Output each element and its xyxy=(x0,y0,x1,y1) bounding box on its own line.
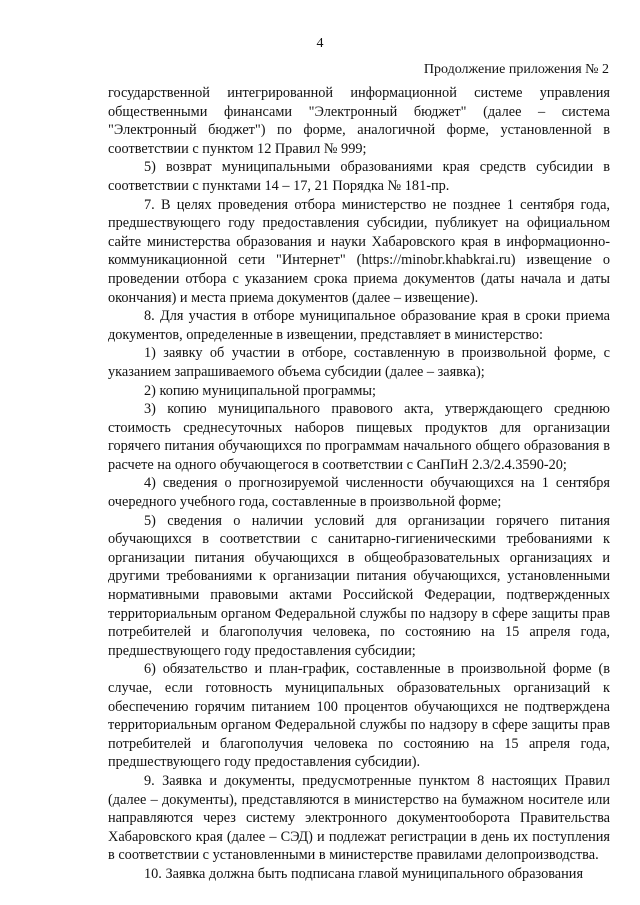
paragraph-continuation: государственной интегрированной информационной системе управления общественными финансами "Электронный бюджет" (далее – система "Электронный бюджет") по форме, аналогичной форме, установленной в соответствии с пунктом 12 Правил № 999; xyxy=(108,85,610,157)
appendix-continuation-note: Продолжение приложения № 2 xyxy=(423,62,609,77)
page-number: 4 xyxy=(316,36,324,51)
paragraph-8-item-2-program-copy: 2) копию муниципальной программы; xyxy=(144,382,376,399)
paragraph-8-item-5-conditions: 5) сведения о наличии условий для организации горячего питания обучающихся в соответствии с санитарно-гигиеническими требованиями к организации питания обучающихся в общеобразовательных организациях и другими требованиями к организации питания обучающихся, установленными нормативными правовыми актами Российской Федерации, подтвержденных территориальным органом Федеральной службы по надзору в сфере защиты прав потребителей и благополучия человека, по состоянию на 15 апреля года, предшествующего году предоставления субсидии; xyxy=(108,512,610,659)
paragraph-8-item-3-legal-act-copy: 3) копию муниципального правового акта, утверждающего среднюю стоимость среднесуточных наборов пищевых продуктов для организации горячего питания обучающихся по программам начального общего образования в расчете на одного обучающегося в соответствии с СанПиН 2.3/2.4.3590-20; xyxy=(108,401,610,473)
paragraph-10-signature: 10. Заявка должна быть подписана главой муниципального образования xyxy=(144,865,584,882)
paragraph-7-selection-notice: 7. В целях проведения отбора министерство не позднее 1 сентября года, предшествующего году предоставления субсидии, публикует на официальном сайте министерства образования и науки Хабаровского края в информационно-коммуникационной сети "Интернет" (https://minobr.khabkrai.ru) извещение о проведении отбора с указанием срока приема документов (даты начала и даты окончания) и места приема документов (далее – извещение). xyxy=(108,196,610,306)
paragraph-9-submission: 9. Заявка и документы, предусмотренные пунктом 8 настоящих Правил (далее – документы), представляются в министерство на бумажном носителе или направляются через систему электронного документооборота Правительства Хабаровского края (далее – СЭД) и подлежат регистрации в день их поступления в соответствии с установленными в министерстве правилами делопроизводства. xyxy=(108,772,610,864)
paragraph-item-5-refund: 5) возврат муниципальными образованиями края средств субсидии в соответствии с пунктами 14 – 17, 21 Порядка № 181-пр. xyxy=(108,159,610,194)
document-body xyxy=(108,84,610,884)
paragraph-8-participation: 8. Для участия в отборе муниципальное образование края в сроки приема документов, определенные в извещении, представляет в министерство: xyxy=(108,308,610,343)
paragraph-8-item-1-application: 1) заявку об участии в отборе, составленную в произвольной форме, с указанием запрашиваемого объема субсидии (далее – заявка); xyxy=(108,345,610,380)
paragraph-8-item-6-obligation: 6) обязательство и план-график, составленные в произвольной форме (в случае, если готовность муниципальных образовательных организаций к обеспечению горячим питанием 100 процентов обучающихся не подтверждена территориальным органом Федеральной службы по надзору в сфере защиты прав потребителей и благополучия человека по состоянию на 15 апреля года, предшествующего году предоставления субсидии). xyxy=(108,661,610,771)
paragraph-8-item-4-student-count: 4) сведения о прогнозируемой численности обучающихся на 1 сентября очередного учебного года, составленные в произвольной форме; xyxy=(108,475,610,511)
